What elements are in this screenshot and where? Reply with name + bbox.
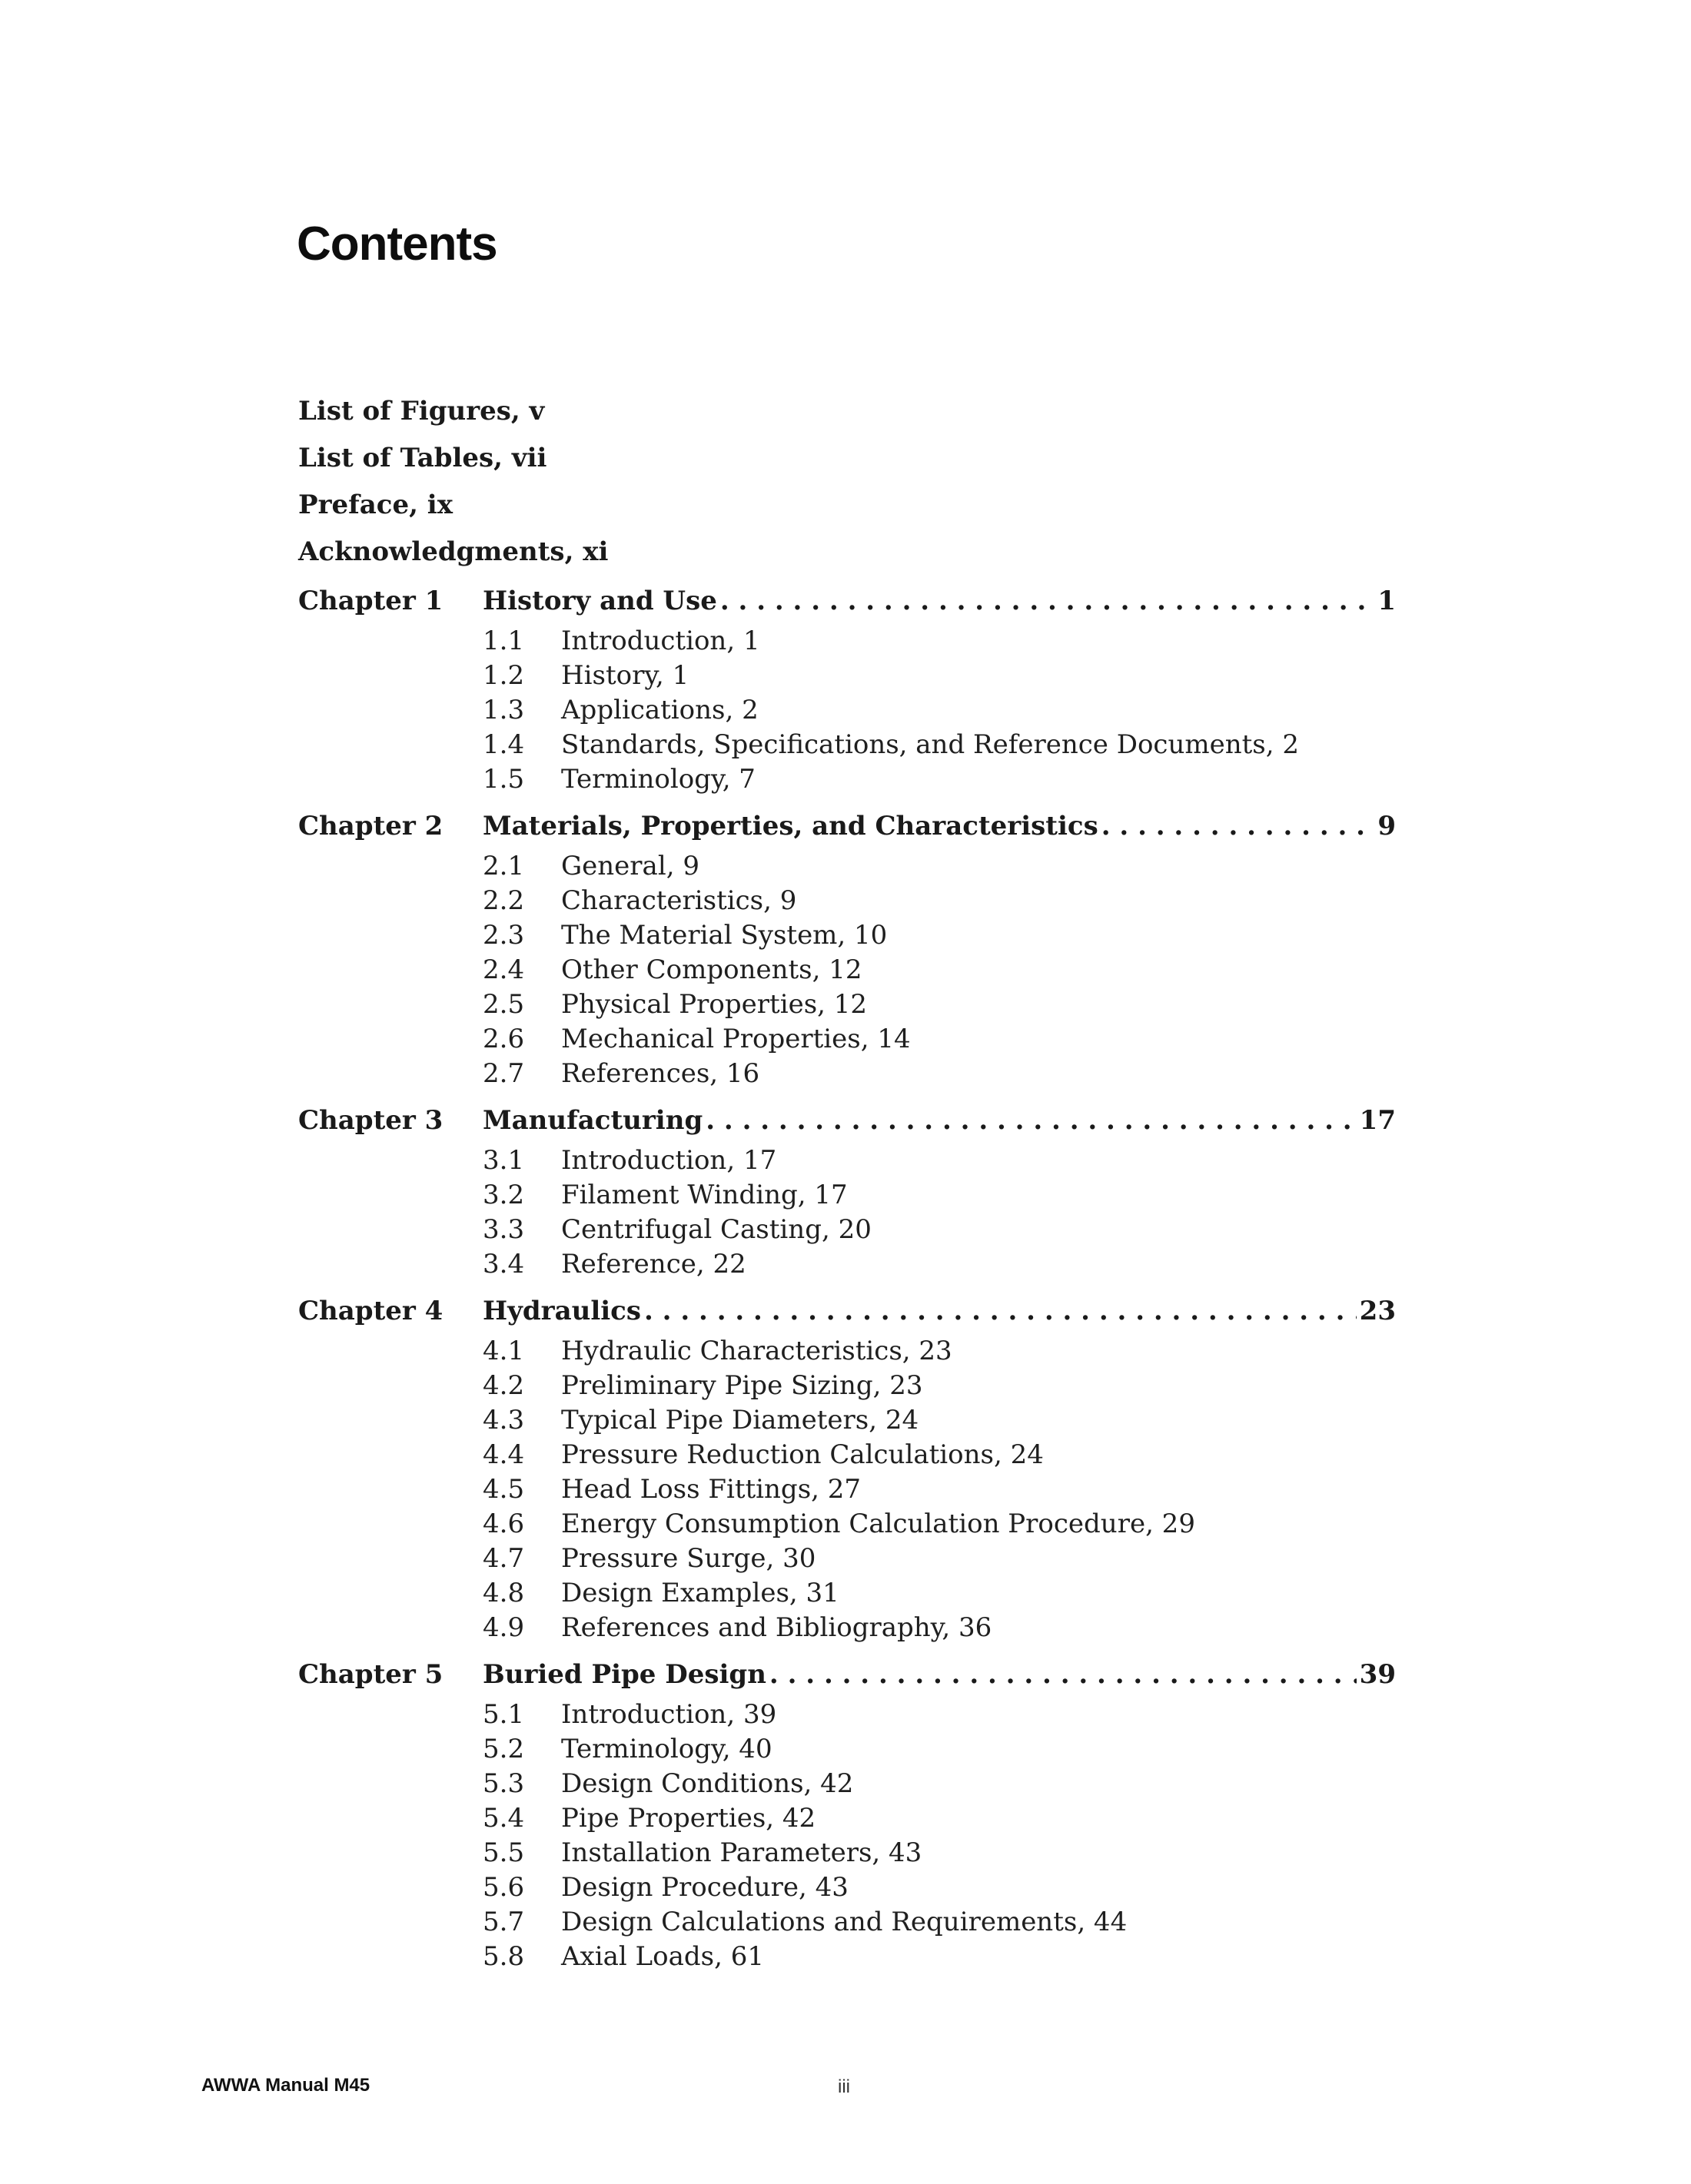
chapter-label: Chapter 2 [298,811,444,841]
section-number: 5.4 [483,1803,525,1834]
chapter-title[interactable]: History and Use [483,586,717,616]
section-title: References and Bibliography, 36 [561,1612,992,1643]
section-entry[interactable] [483,1576,1396,1611]
section-entry[interactable] [483,1767,1396,1801]
section-title: Centrifugal Casting, 20 [561,1214,872,1245]
section-number: 2.6 [483,1024,525,1054]
chapter-page-number: 1 [1377,586,1396,616]
section-number: 4.7 [483,1543,525,1574]
section-number: 4.1 [483,1336,525,1366]
section-number: 1.1 [483,626,525,656]
section-number: 4.9 [483,1612,525,1643]
section-number: 2.3 [483,920,525,951]
section-entry[interactable] [483,1542,1396,1576]
chapter-title[interactable]: Hydraulics [483,1296,641,1326]
chapter-heading[interactable] [298,809,1396,849]
section-title: Standards, Specifications, and Reference Documents, 2 [561,729,1299,760]
section-entry[interactable] [483,884,1396,918]
section-number: 4.2 [483,1370,525,1401]
chapter-entry [298,809,1396,1091]
section-title: Installation Parameters, 43 [561,1837,922,1868]
section-title: Other Components, 12 [561,954,862,985]
section-list [298,1698,1396,1974]
section-entry[interactable] [483,659,1396,693]
chapter-heading[interactable] [298,1658,1396,1698]
section-entry[interactable] [483,849,1396,884]
section-entry[interactable] [483,693,1396,728]
section-number: 5.3 [483,1768,525,1799]
page-title: Contents [297,217,497,271]
section-title: Introduction, 1 [561,626,760,656]
section-title: Reference, 22 [561,1249,746,1280]
chapter-label: Chapter 5 [298,1659,444,1690]
section-entry[interactable] [483,953,1396,987]
section-title: Terminology, 40 [561,1734,772,1764]
section-title: References, 16 [561,1058,760,1089]
chapter-entry [298,1658,1396,1974]
section-title: Introduction, 39 [561,1699,777,1730]
front-matter-preface[interactable]: Preface, ix [298,490,453,520]
table-of-contents [298,395,1396,1987]
section-title: Axial Loads, 61 [561,1941,764,1972]
section-entry[interactable] [483,1403,1396,1438]
section-title: Typical Pipe Diameters, 24 [561,1405,919,1436]
section-entry[interactable] [483,1507,1396,1542]
section-number: 1.3 [483,695,525,725]
section-title: The Material System, 10 [561,920,888,951]
chapter-list [298,584,1396,1974]
section-title: Physical Properties, 12 [561,989,868,1020]
footer-page-number: iii [838,2076,850,2097]
section-entry[interactable] [483,1940,1396,1974]
section-title: Filament Winding, 17 [561,1180,848,1210]
chapter-label: Chapter 1 [298,586,444,616]
section-title: Introduction, 17 [561,1145,777,1176]
section-title: Design Calculations and Requirements, 44 [561,1907,1128,1937]
section-list [298,1334,1396,1645]
section-number: 4.3 [483,1405,525,1436]
section-number: 5.7 [483,1907,525,1937]
section-list [298,624,1396,797]
section-entry[interactable] [483,1870,1396,1905]
front-matter-list [298,395,1396,583]
section-entry[interactable] [483,1472,1396,1507]
dot-leader [769,1658,1357,1691]
section-title: Head Loss Fittings, 27 [561,1474,862,1505]
dot-leader [720,584,1374,618]
section-title: Design Procedure, 43 [561,1872,849,1903]
front-matter-list-of-figures[interactable]: List of Figures, v [298,396,545,427]
section-title: Characteristics, 9 [561,885,797,916]
section-title: Pressure Surge, 30 [561,1543,816,1574]
section-number: 3.1 [483,1145,525,1176]
section-entry[interactable] [483,1247,1396,1282]
section-title: Pressure Reduction Calculations, 24 [561,1439,1044,1470]
section-title: Terminology, 7 [561,764,756,795]
chapter-heading[interactable] [298,584,1396,624]
chapter-page-number: 9 [1377,811,1396,841]
section-number: 5.2 [483,1734,525,1764]
section-entry[interactable] [483,1801,1396,1836]
section-number: 5.8 [483,1941,525,1972]
section-title: Energy Consumption Calculation Procedure, 29 [561,1509,1195,1539]
section-entry[interactable] [483,918,1396,953]
chapter-heading[interactable] [298,1104,1396,1143]
chapter-label: Chapter 4 [298,1296,444,1326]
front-matter-list-of-tables[interactable]: List of Tables, vii [298,443,547,473]
section-number: 3.3 [483,1214,525,1245]
section-number: 1.2 [483,660,525,691]
section-list [298,849,1396,1091]
dot-leader [644,1294,1357,1328]
chapter-title[interactable]: Buried Pipe Design [483,1659,766,1690]
section-number: 2.1 [483,851,525,881]
footer-manual-title: AWWA Manual M45 [201,2075,370,2096]
section-entry[interactable] [483,1836,1396,1870]
chapter-entry [298,1294,1396,1645]
section-entry[interactable] [483,1611,1396,1645]
section-entry[interactable] [483,1022,1396,1057]
section-title: History, 1 [561,660,689,691]
section-number: 1.5 [483,764,525,795]
chapter-title[interactable]: Manufacturing [483,1105,703,1136]
dot-leader [1101,809,1375,843]
section-number: 1.4 [483,729,525,760]
section-number: 2.2 [483,885,525,916]
chapter-page-number: 39 [1359,1659,1396,1690]
section-entry[interactable] [483,1143,1396,1178]
section-entry[interactable] [483,1698,1396,1732]
section-title: Design Conditions, 42 [561,1768,854,1799]
section-number: 5.1 [483,1699,525,1730]
section-list [298,1143,1396,1282]
section-title: Applications, 2 [561,695,759,725]
section-number: 4.4 [483,1439,525,1470]
chapter-page-number: 17 [1359,1105,1396,1136]
section-number: 2.4 [483,954,525,985]
section-title: Pipe Properties, 42 [561,1803,816,1834]
section-title: Preliminary Pipe Sizing, 23 [561,1370,923,1401]
section-entry[interactable] [483,1057,1396,1091]
section-title: Design Examples, 31 [561,1578,839,1608]
dot-leader [706,1104,1356,1137]
chapter-heading[interactable] [298,1294,1396,1334]
section-number: 3.4 [483,1249,525,1280]
section-title: Hydraulic Characteristics, 23 [561,1336,952,1366]
section-number: 4.8 [483,1578,525,1608]
section-entry[interactable] [483,1438,1396,1472]
section-number: 4.6 [483,1509,525,1539]
section-entry[interactable] [483,762,1396,797]
section-number: 3.2 [483,1180,525,1210]
chapter-label: Chapter 3 [298,1105,444,1136]
chapter-title[interactable]: Materials, Properties, and Characteristics [483,811,1098,841]
chapter-entry [298,1104,1396,1282]
section-entry[interactable] [483,624,1396,659]
section-entry[interactable] [483,1178,1396,1213]
section-entry[interactable] [483,987,1396,1022]
section-number: 5.5 [483,1837,525,1868]
section-title: General, 9 [561,851,699,881]
section-entry[interactable] [483,1905,1396,1940]
section-number: 2.7 [483,1058,525,1089]
section-entry[interactable] [483,1369,1396,1403]
chapter-page-number: 23 [1359,1296,1396,1326]
section-entry[interactable] [483,728,1396,762]
chapter-entry [298,584,1396,797]
section-entry[interactable] [483,1732,1396,1767]
section-number: 4.5 [483,1474,525,1505]
section-number: 5.6 [483,1872,525,1903]
section-entry[interactable] [483,1334,1396,1369]
front-matter-acknowledgments[interactable]: Acknowledgments, xi [298,536,609,567]
section-entry[interactable] [483,1213,1396,1247]
section-title: Mechanical Properties, 14 [561,1024,911,1054]
section-number: 2.5 [483,989,525,1020]
